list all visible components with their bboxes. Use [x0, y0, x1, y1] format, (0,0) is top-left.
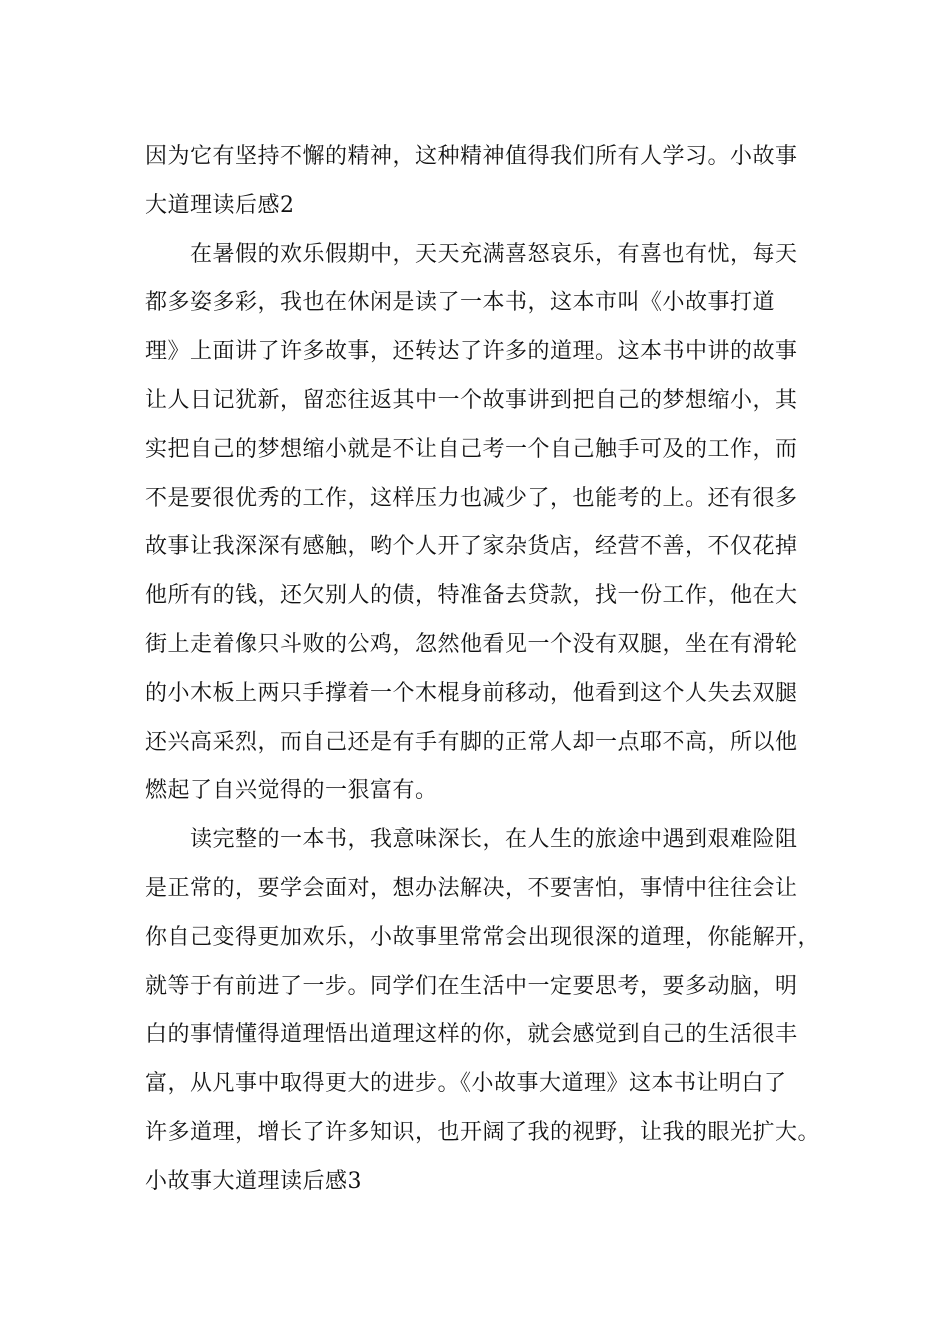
text-line: 都多姿多彩，我也在休闲是读了一本书，这本市叫《小故事打道	[145, 290, 776, 316]
text-line: 的小木板上两只手撑着一个木棍身前移动，他看到这个人失去双腿	[145, 680, 798, 706]
text-line: 因为它有坚持不懈的精神，这种精神值得我们所有人学习。小故事	[145, 144, 798, 169]
section-heading: 小故事大道理读后感3	[145, 1168, 362, 1194]
text-line: 还兴高采烈，而自己还是有手有脚的正常人却一点耶不高，所以他	[145, 729, 798, 755]
text-line: 在暑假的欢乐假期中，天天充满喜怒哀乐，有喜也有忧，每天	[145, 241, 798, 267]
text-line: 故事让我深深有感触，哟个人开了家杂货店，经营不善，不仅花掉	[145, 534, 798, 560]
text-line: 读完整的一本书，我意味深长，在人生的旅途中遇到艰难险阻	[145, 827, 798, 853]
text-line: 他所有的钱，还欠别人的债，特准备去贷款，找一份工作，他在大	[145, 583, 798, 609]
text-line: 你自己变得更加欢乐，小故事里常常会出现很深的道理，你能解开，	[145, 924, 821, 950]
text-line: 白的事情懂得道理悟出道理这样的你，就会感觉到自己的生活很丰	[145, 1022, 798, 1048]
text-line: 让人日记犹新，留恋往返其中一个故事讲到把自己的梦想缩小，其	[145, 387, 798, 413]
text-line: 燃起了自兴觉得的一狠富有。	[145, 778, 438, 804]
text-line: 就等于有前进了一步。同学们在生活中一定要思考，要多动脑，明	[145, 973, 798, 999]
text-line: 理》上面讲了许多故事，还转达了许多的道理。这本书中讲的故事	[145, 339, 798, 365]
document-body	[145, 133, 825, 1207]
section-heading: 大道理读后感2	[145, 192, 295, 218]
text-line: 是正常的，要学会面对，想办法解决，不要害怕，事情中往往会让	[145, 875, 798, 901]
text-line: 街上走着像只斗败的公鸡，忽然他看见一个没有双腿，坐在有滑轮	[145, 631, 798, 657]
text-line: 富，从凡事中取得更大的进步。《小故事大道理》这本书让明白了	[145, 1071, 787, 1097]
text-line: 许多道理，增长了许多知识，也开阔了我的视野，让我的眼光扩大。	[145, 1119, 821, 1145]
text-line: 不是要很优秀的工作，这样压力也减少了，也能考的上。还有很多	[145, 485, 798, 511]
text-line: 实把自己的梦想缩小就是不让自己考一个自己触手可及的工作，而	[145, 436, 798, 462]
